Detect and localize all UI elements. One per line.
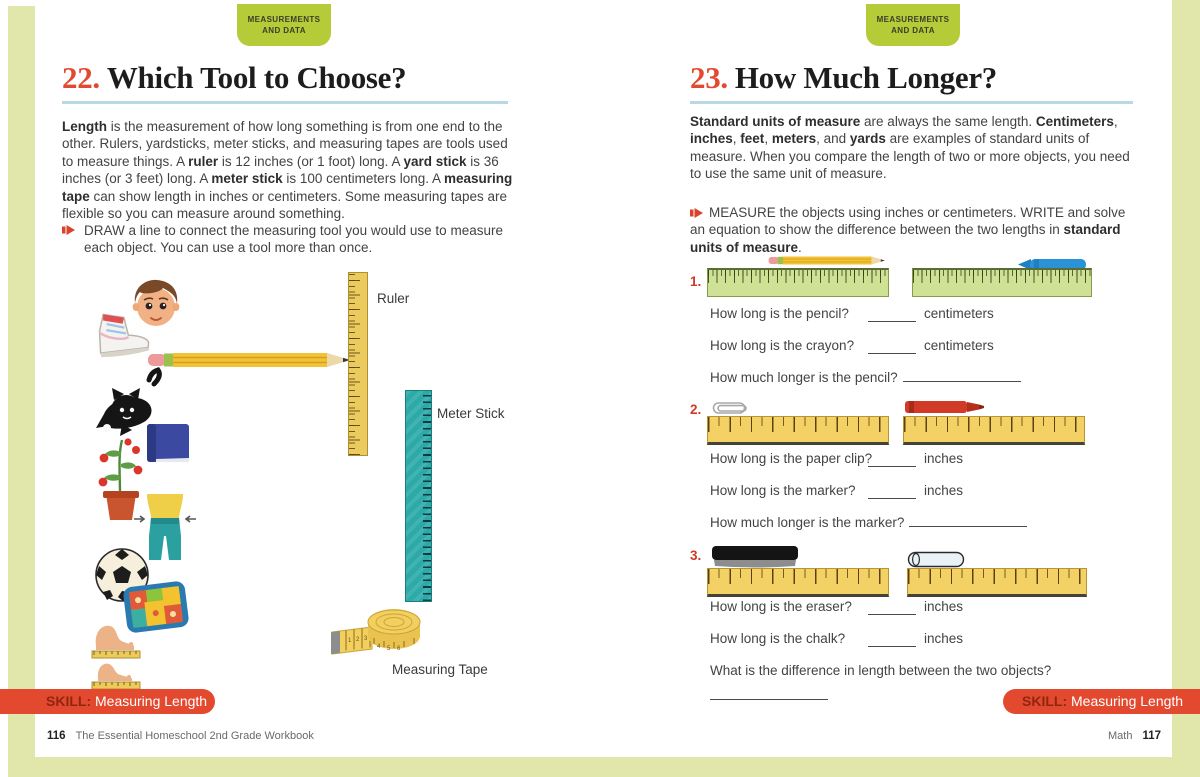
answer-blank[interactable] (868, 308, 916, 322)
skill-label: SKILL: (1022, 693, 1068, 709)
question-2-number: 2. (690, 402, 702, 417)
question-row (710, 631, 1150, 646)
pencil[interactable] (140, 351, 352, 369)
fast-forward-icon (62, 225, 76, 235)
answer-blank[interactable] (868, 453, 916, 467)
badge-line2: AND DATA (891, 26, 935, 35)
unit-label: inches (924, 483, 964, 498)
question-text: What is the difference in length between the two objects? (710, 663, 1052, 678)
question-text: How long is the eraser? (710, 599, 852, 614)
skill-badge-left (0, 689, 215, 714)
question-text: How long is the pencil? (710, 306, 849, 321)
section-name: Math (1108, 730, 1133, 742)
page-edge-bottom (8, 757, 1200, 777)
instruction-text: DRAW a line to connect the measuring tool you would use to measure each object. You can use a tool more than once. (84, 223, 503, 256)
measuring-tape-label: Measuring Tape (392, 662, 488, 677)
question-row (710, 451, 1150, 466)
question-text: How long is the crayon? (710, 338, 855, 353)
vertical-ruler-tool[interactable] (348, 272, 368, 456)
answer-blank[interactable] (868, 633, 916, 647)
blue-book[interactable] (143, 422, 193, 466)
lesson-number: 23. (690, 60, 728, 95)
lesson-title-text: Which Tool to Choose? (106, 60, 407, 95)
unit-label: centimeters (924, 306, 994, 321)
page-number-116: 116 (47, 730, 66, 742)
unit-label: inches (924, 451, 964, 466)
page-number-117: 117 (1142, 730, 1162, 742)
answer-blank[interactable] (868, 601, 916, 615)
instruction-text: MEASURE the objects using inches or centimeters. WRITE and solve an equation to show the difference between the two lengths in standard units of measure. (690, 205, 1126, 255)
question-text: How much longer is the marker? (710, 515, 905, 530)
skill-value: Measuring Length (95, 693, 208, 709)
title-underline (62, 101, 508, 104)
question-row (710, 338, 1150, 353)
lesson-title-22 (62, 60, 406, 96)
question-text: How long is the chalk? (710, 631, 846, 646)
instruction-measure (690, 204, 1142, 256)
lesson-title-text: How Much Longer? (734, 60, 997, 95)
badge-line1: MEASUREMENTS (247, 15, 321, 24)
answer-blank[interactable] (710, 686, 828, 700)
unit-label: inches (924, 631, 964, 646)
title-underline (690, 101, 1133, 104)
badge-line2: AND DATA (262, 26, 306, 35)
paper-clip (712, 401, 748, 415)
fast-forward-icon (690, 208, 704, 218)
book-title: The Essential Homeschool 2nd Grade Workbook (75, 730, 314, 742)
inch-ruler[interactable] (907, 568, 1087, 597)
red-marker (903, 399, 985, 415)
unit-badge-measurements-left (237, 4, 331, 46)
centimeter-ruler[interactable] (912, 268, 1092, 297)
page-edge-left (8, 6, 35, 777)
lesson-number: 22. (62, 60, 100, 95)
question-3-number: 3. (690, 548, 702, 563)
inch-ruler[interactable] (707, 568, 889, 597)
svg-text:6: 6 (397, 646, 401, 652)
question-1-number: 1. (690, 274, 702, 289)
skill-label: SKILL: (46, 693, 92, 709)
centimeter-ruler[interactable] (707, 268, 889, 297)
chalk (907, 551, 965, 568)
lesson-title-23 (690, 60, 997, 96)
answer-blank[interactable] (909, 514, 1027, 527)
eraser (710, 545, 800, 568)
ruler-label: Ruler (377, 291, 410, 306)
svg-text:4: 4 (377, 644, 381, 650)
svg-text:3: 3 (364, 636, 368, 642)
question-text: How long is the paper clip? (710, 451, 873, 466)
question-text: How much longer is the pencil? (710, 370, 898, 385)
svg-text:5: 5 (387, 646, 391, 652)
inch-ruler[interactable] (707, 416, 889, 445)
intro-paragraph: Length is the measurement of how long something is from one end to the other. Rulers, yardsticks, meter sticks, and measuring tapes are tools used to measure things. A ruler is 12 inches (or 1 foot) long. A yard stick is 36 inches (or 3 feet) long. A meter stick is 100 centimeters long. A measuring tape can show length in inches or centimeters. Some measuring tapes are flexible so you can measure around something. (62, 119, 513, 222)
footer-right (1108, 730, 1161, 742)
question-row (710, 599, 1150, 614)
svg-text:1: 1 (348, 638, 352, 644)
badge-line1: MEASUREMENTS (876, 15, 950, 24)
inch-ruler[interactable] (903, 416, 1085, 445)
intro-paragraph: Standard units of measure are always the same length. Centimeters, inches, feet, meters, and yards are examples of standard units of measure. When you compare the length of two or more objects, you need to use the same unit of measure. (690, 114, 1130, 182)
instruction-draw (62, 222, 510, 257)
question-row (710, 483, 1150, 498)
unit-badge-measurements-right (866, 4, 960, 46)
meter-stick-label: Meter Stick (437, 406, 505, 421)
page-edge-right (1172, 0, 1200, 777)
feet-on-rulers[interactable] (84, 620, 144, 692)
question-text: How long is the marker? (710, 483, 856, 498)
question-row (710, 306, 1150, 321)
skill-value: Measuring Length (1071, 693, 1184, 709)
question-row (710, 663, 1150, 678)
svg-text:2: 2 (356, 637, 360, 643)
answer-blank[interactable] (868, 340, 916, 354)
question-row (710, 369, 1150, 385)
meter-stick-tool[interactable] (405, 390, 432, 602)
pencil (764, 253, 886, 268)
unit-label: inches (924, 599, 964, 614)
skill-badge-right (1003, 689, 1200, 714)
unit-label: centimeters (924, 338, 994, 353)
answer-blank[interactable] (903, 369, 1021, 382)
measuring-tape-tool[interactable] (328, 608, 422, 660)
footer-left (47, 730, 314, 742)
answer-blank[interactable] (868, 485, 916, 499)
question-row (710, 514, 1150, 530)
